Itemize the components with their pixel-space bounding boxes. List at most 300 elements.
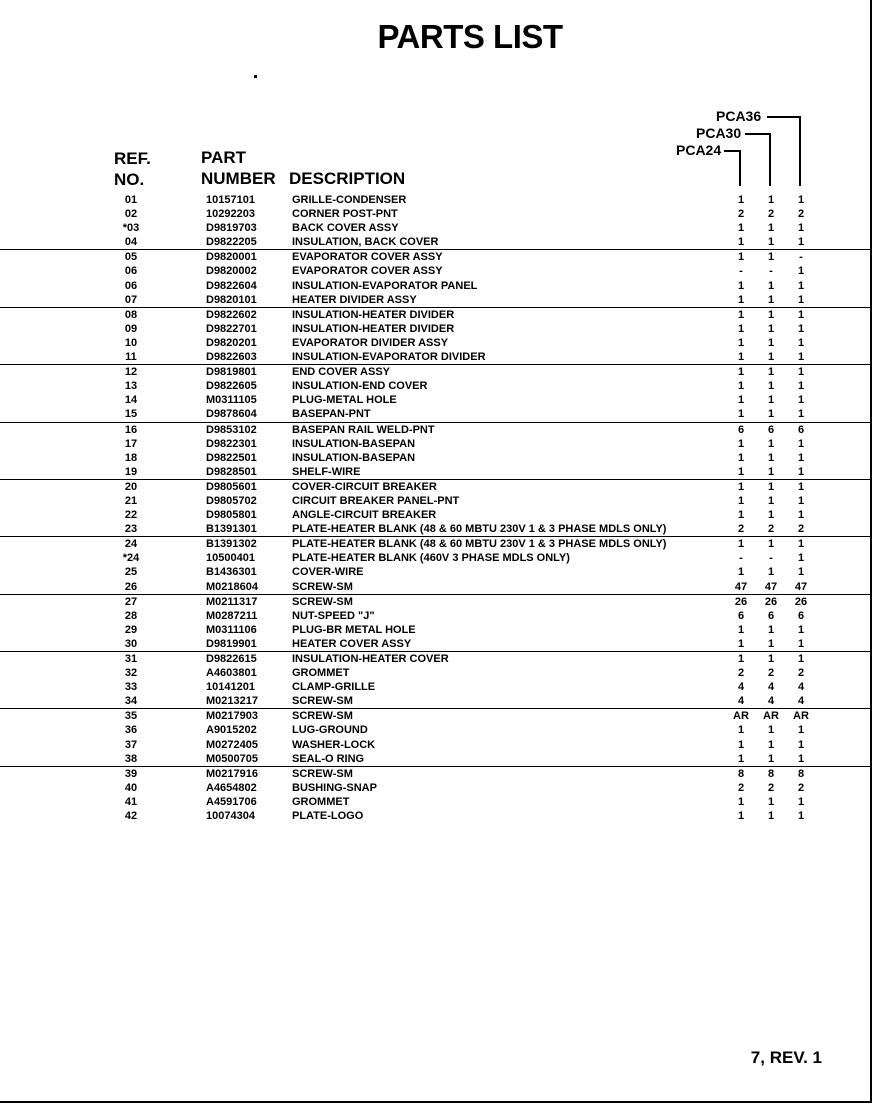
- part-number-cell: D9805601: [206, 480, 257, 493]
- qty-pca36-cell: 26: [794, 595, 808, 608]
- qty-pca24-cell: 1: [737, 623, 745, 636]
- description-cell: HEATER DIVIDER ASSY: [292, 293, 417, 306]
- qty-pca30-cell: 1: [767, 465, 775, 478]
- description-cell: INSULATION-BASEPAN: [292, 437, 416, 450]
- table-row: [0, 723, 872, 737]
- ref-cell: 36: [124, 724, 138, 737]
- qty-pca24-cell: 4: [737, 681, 745, 694]
- part-number-cell: M0218604: [206, 580, 258, 593]
- qty-pca36-cell: 1: [797, 465, 805, 478]
- table-row: [0, 250, 872, 264]
- description-cell: INSULATION, BACK COVER: [292, 236, 439, 249]
- description-cell: EVAPORATOR DIVIDER ASSY: [292, 336, 449, 349]
- qty-pca30-cell: 1: [767, 380, 775, 393]
- ref-cell: 14: [124, 394, 138, 407]
- description-cell: HEATER COVER ASSY: [292, 637, 412, 650]
- qty-pca24-cell: 1: [737, 279, 745, 292]
- qty-pca24-cell: 1: [737, 251, 745, 264]
- model-label-pca24: PCA24: [676, 142, 722, 158]
- qty-pca36-cell: 2: [797, 523, 805, 536]
- qty-pca30-cell: 1: [767, 279, 775, 292]
- part-number-cell: D9805801: [206, 509, 257, 522]
- qty-pca36-cell: 2: [797, 208, 805, 221]
- qty-pca36-cell: 1: [797, 451, 805, 464]
- part-number-cell: D9819703: [206, 222, 257, 235]
- qty-pca36-cell: 1: [797, 552, 805, 565]
- part-number-cell: B1391302: [206, 538, 257, 551]
- qty-pca24-cell: 1: [737, 408, 745, 421]
- table-row: [0, 637, 872, 652]
- table-row: [0, 580, 872, 595]
- ref-cell: 38: [124, 752, 138, 765]
- qty-pca36-cell: 1: [797, 366, 805, 379]
- description-cell: INSULATION-EVAPORATOR PANEL: [292, 279, 478, 292]
- qty-pca36-cell: 4: [797, 681, 805, 694]
- table-row: [0, 407, 872, 422]
- description-cell: PLATE-HEATER BLANK (460V 3 PHASE MDLS ONLY): [292, 552, 570, 565]
- table-row: [0, 666, 872, 680]
- description-cell: BUSHING-SNAP: [292, 781, 377, 794]
- qty-pca36-cell: 1: [797, 336, 805, 349]
- qty-pca30-cell: 1: [767, 222, 775, 235]
- ref-cell: *03: [122, 222, 140, 235]
- part-number-cell: D9822205: [206, 236, 257, 249]
- qty-pca36-cell: 1: [797, 509, 805, 522]
- table-row: [0, 809, 872, 823]
- qty-pca24-cell: 1: [737, 222, 745, 235]
- description-cell: GROMMET: [292, 795, 350, 808]
- ref-cell: 39: [124, 767, 138, 780]
- qty-pca36-cell: 6: [797, 609, 805, 622]
- table-row: [0, 393, 872, 407]
- qty-pca30-cell: 1: [767, 509, 775, 522]
- qty-pca36-cell: 1: [797, 265, 805, 278]
- table-row: [0, 451, 872, 465]
- ref-cell: 19: [124, 465, 138, 478]
- qty-pca36-cell: 1: [797, 222, 805, 235]
- qty-pca36-cell: 1: [797, 437, 805, 450]
- ref-cell: 12: [124, 366, 138, 379]
- description-cell: ANGLE-CIRCUIT BREAKER: [292, 509, 437, 522]
- description-cell: INSULATION-END COVER: [292, 380, 428, 393]
- ref-cell: 42: [124, 810, 138, 823]
- description-cell: SCREW-SM: [292, 767, 353, 780]
- qty-pca36-cell: 1: [797, 236, 805, 249]
- table-row: [0, 480, 872, 494]
- part-number-cell: D9819901: [206, 637, 257, 650]
- qty-pca30-cell: 1: [767, 308, 775, 321]
- qty-pca36-cell: 6: [797, 423, 805, 436]
- qty-pca24-cell: 1: [737, 437, 745, 450]
- ref-cell: 41: [124, 795, 138, 808]
- qty-pca24-cell: 1: [737, 810, 745, 823]
- ref-cell: 15: [124, 408, 138, 421]
- ref-cell: 24: [124, 538, 138, 551]
- table-row: [0, 193, 872, 207]
- qty-pca24-cell: 1: [737, 724, 745, 737]
- qty-pca24-cell: 26: [734, 595, 748, 608]
- qty-pca24-cell: 8: [737, 767, 745, 780]
- table-row: [0, 522, 872, 537]
- ref-cell: 11: [125, 351, 137, 364]
- table-row: [0, 494, 872, 508]
- ref-cell: 28: [124, 609, 138, 622]
- qty-pca24-cell: AR: [733, 710, 749, 723]
- qty-pca24-cell: -: [739, 265, 743, 278]
- qty-pca24-cell: 1: [737, 236, 745, 249]
- description-cell: WASHER-LOCK: [292, 738, 376, 751]
- table-row: [0, 595, 872, 609]
- table-row: [0, 322, 872, 336]
- qty-pca30-cell: 1: [767, 408, 775, 421]
- qty-pca30-cell: 1: [767, 351, 775, 364]
- ref-cell: 02: [124, 208, 138, 221]
- ref-cell: 25: [124, 566, 138, 579]
- qty-pca30-cell: 1: [767, 738, 775, 751]
- qty-pca36-cell: 47: [794, 580, 808, 593]
- part-header-line1: PART: [201, 148, 247, 167]
- qty-pca30-cell: AR: [763, 710, 779, 723]
- part-number-cell: M0217903: [206, 710, 258, 723]
- qty-pca24-cell: 2: [737, 667, 745, 680]
- model-label-pca36: PCA36: [716, 108, 762, 124]
- page-title: PARTS LIST: [377, 18, 563, 55]
- qty-pca30-cell: 1: [767, 394, 775, 407]
- qty-pca24-cell: 2: [737, 523, 745, 536]
- qty-pca36-cell: 1: [797, 637, 805, 650]
- description-cell: PLATE-HEATER BLANK (48 & 60 MBTU 230V 1 & 3 PHASE MDLS ONLY): [292, 538, 667, 551]
- ref-cell: 16: [124, 423, 138, 436]
- description-cell: PLATE-LOGO: [292, 810, 364, 823]
- qty-pca24-cell: 1: [737, 566, 745, 579]
- part-number-cell: D9822615: [206, 653, 257, 665]
- qty-pca30-cell: 1: [767, 366, 775, 379]
- part-number-cell: M0500705: [206, 752, 258, 765]
- qty-pca30-cell: 2: [767, 523, 775, 536]
- ref-cell: *24: [122, 552, 140, 565]
- part-number-cell: 10500401: [206, 552, 255, 565]
- table-row: [0, 350, 872, 365]
- qty-pca30-cell: 8: [767, 767, 775, 780]
- qty-pca30-cell: 1: [767, 194, 775, 206]
- description-cell: PLUG-METAL HOLE: [292, 394, 397, 407]
- part-number-cell: M0217916: [206, 767, 258, 780]
- qty-pca30-cell: -: [769, 552, 773, 565]
- ref-no-header: [114, 148, 151, 190]
- qty-pca30-cell: 47: [764, 580, 778, 593]
- ref-cell: 08: [124, 308, 138, 321]
- qty-pca30-cell: -: [769, 265, 773, 278]
- qty-pca30-cell: 26: [764, 595, 778, 608]
- table-row: [0, 508, 872, 522]
- description-cell: COVER-CIRCUIT BREAKER: [292, 480, 437, 493]
- qty-pca36-cell: AR: [793, 710, 809, 723]
- ref-cell: 40: [124, 781, 138, 794]
- description-cell: END COVER ASSY: [292, 366, 391, 379]
- description-cell: INSULATION-HEATER DIVIDER: [292, 308, 455, 321]
- table-row: [0, 336, 872, 350]
- ref-cell: 23: [124, 523, 138, 536]
- qty-pca24-cell: 1: [737, 538, 745, 551]
- qty-pca36-cell: 1: [797, 293, 805, 306]
- table-row: [0, 465, 872, 480]
- qty-pca24-cell: 1: [737, 494, 745, 507]
- qty-pca24-cell: 2: [737, 781, 745, 794]
- qty-pca24-cell: 6: [737, 423, 745, 436]
- qty-pca36-cell: 1: [797, 752, 805, 765]
- table-row: [0, 308, 872, 322]
- part-number-cell: D9878604: [206, 408, 257, 421]
- qty-pca36-cell: 1: [797, 494, 805, 507]
- qty-pca24-cell: 1: [737, 308, 745, 321]
- ref-header-line1: REF.: [114, 149, 151, 168]
- qty-pca24-cell: 47: [734, 580, 748, 593]
- part-number-cell: 10141201: [206, 681, 255, 694]
- qty-pca24-cell: 1: [737, 293, 745, 306]
- description-cell: EVAPORATOR COVER ASSY: [292, 265, 443, 278]
- table-row: [0, 279, 872, 293]
- part-number-cell: D9822602: [206, 308, 257, 321]
- table-row: [0, 537, 872, 551]
- qty-pca36-cell: 1: [797, 279, 805, 292]
- part-number-cell: M0311105: [206, 394, 257, 407]
- description-cell: PLATE-HEATER BLANK (48 & 60 MBTU 230V 1 & 3 PHASE MDLS ONLY): [292, 523, 667, 536]
- qty-pca24-cell: 1: [737, 738, 745, 751]
- part-number-cell: D9853102: [206, 423, 257, 436]
- table-row: [0, 423, 872, 437]
- qty-pca36-cell: 1: [797, 810, 805, 823]
- qty-pca30-cell: 1: [767, 480, 775, 493]
- description-cell: INSULATION-EVAPORATOR DIVIDER: [292, 351, 486, 364]
- ref-cell: 13: [124, 380, 138, 393]
- description-cell: CORNER POST-PNT: [292, 208, 398, 221]
- ref-cell: 05: [124, 251, 138, 264]
- part-number-cell: D9820001: [206, 251, 257, 264]
- ref-cell: 20: [124, 480, 138, 493]
- ref-cell: 17: [124, 437, 138, 450]
- ref-cell: 37: [124, 738, 138, 751]
- qty-pca30-cell: 1: [767, 637, 775, 650]
- qty-pca36-cell: 4: [797, 695, 805, 708]
- ref-cell: 09: [124, 322, 138, 335]
- description-cell: EVAPORATOR COVER ASSY: [292, 251, 443, 264]
- part-number-cell: D9828501: [206, 465, 257, 478]
- qty-pca36-cell: 1: [797, 322, 805, 335]
- qty-pca36-cell: 2: [797, 667, 805, 680]
- table-row: [0, 694, 872, 709]
- qty-pca30-cell: 1: [767, 251, 775, 264]
- qty-pca36-cell: 1: [797, 351, 805, 364]
- qty-pca36-cell: 1: [797, 380, 805, 393]
- part-number-cell: D9819801: [206, 366, 257, 379]
- qty-pca30-cell: 1: [767, 293, 775, 306]
- qty-pca36-cell: 1: [797, 738, 805, 751]
- qty-pca24-cell: 1: [737, 795, 745, 808]
- qty-pca36-cell: 1: [797, 795, 805, 808]
- table-row: [0, 365, 872, 379]
- qty-pca30-cell: 2: [767, 667, 775, 680]
- table-row: [0, 680, 872, 694]
- description-cell: SCREW-SM: [292, 580, 353, 593]
- description-cell: CLAMP-GRILLE: [292, 681, 376, 694]
- description-cell: SHELF-WIRE: [292, 465, 361, 478]
- ref-cell: 04: [124, 236, 138, 249]
- model-label-pca30: PCA30: [696, 125, 742, 141]
- qty-pca24-cell: 1: [737, 451, 745, 464]
- part-number-cell: 10074304: [206, 810, 255, 823]
- table-row: [0, 652, 872, 666]
- speck-dot: [254, 75, 257, 78]
- table-row: [0, 235, 872, 250]
- ref-cell: 30: [124, 637, 138, 650]
- ref-cell: 31: [124, 653, 138, 665]
- description-cell: NUT-SPEED "J": [292, 609, 375, 622]
- ref-cell: 06: [124, 279, 138, 292]
- ref-cell: 22: [124, 509, 138, 522]
- ref-cell: 21: [124, 494, 138, 507]
- description-cell: INSULATION-HEATER DIVIDER: [292, 322, 455, 335]
- part-number-cell: D9822701: [206, 322, 257, 335]
- part-number-cell: D9805702: [206, 494, 257, 507]
- pca36-leader-h: [767, 116, 801, 118]
- description-cell: BASEPAN-PNT: [292, 408, 371, 421]
- description-cell: BASEPAN RAIL WELD-PNT: [292, 423, 435, 436]
- table-row: [0, 767, 872, 781]
- qty-pca24-cell: -: [739, 552, 743, 565]
- part-number-cell: 10292203: [206, 208, 255, 221]
- description-cell: SEAL-O RING: [292, 752, 365, 765]
- qty-pca24-cell: 6: [737, 609, 745, 622]
- description-cell: GROMMET: [292, 667, 350, 680]
- description-cell: SCREW-SM: [292, 710, 353, 723]
- table-row: [0, 551, 872, 565]
- part-number-cell: B1436301: [206, 566, 257, 579]
- description-cell: COVER-WIRE: [292, 566, 364, 579]
- qty-pca30-cell: 1: [767, 538, 775, 551]
- table-row: [0, 264, 872, 278]
- qty-pca30-cell: 1: [767, 451, 775, 464]
- table-row: [0, 437, 872, 451]
- part-number-header: [201, 147, 276, 189]
- part-number-cell: M0287211: [206, 609, 258, 622]
- table-row: [0, 207, 872, 221]
- part-number-cell: M0311106: [206, 623, 257, 636]
- table-row: [0, 781, 872, 795]
- qty-pca30-cell: 1: [767, 653, 775, 665]
- table-row: [0, 623, 872, 637]
- ref-cell: 29: [124, 623, 138, 636]
- qty-pca30-cell: 1: [767, 336, 775, 349]
- part-number-cell: B1391301: [206, 523, 257, 536]
- ref-cell: 01: [124, 194, 138, 206]
- table-row: [0, 379, 872, 393]
- part-number-cell: M0211317: [206, 595, 258, 608]
- table-row: [0, 609, 872, 623]
- table-row: [0, 565, 872, 579]
- qty-pca30-cell: 1: [767, 566, 775, 579]
- qty-pca36-cell: 1: [797, 538, 805, 551]
- ref-cell: 18: [124, 451, 138, 464]
- pca30-leader-v: [769, 133, 771, 186]
- qty-pca30-cell: 1: [767, 322, 775, 335]
- qty-pca24-cell: 4: [737, 695, 745, 708]
- pca24-leader-v: [739, 150, 741, 186]
- qty-pca24-cell: 1: [737, 480, 745, 493]
- qty-pca24-cell: 1: [737, 194, 745, 206]
- qty-pca36-cell: 1: [797, 408, 805, 421]
- description-header: DESCRIPTION: [289, 169, 406, 188]
- table-row: [0, 752, 872, 767]
- qty-pca30-cell: 1: [767, 724, 775, 737]
- description-cell: INSULATION-BASEPAN: [292, 451, 416, 464]
- qty-pca36-cell: 1: [797, 566, 805, 579]
- qty-pca36-cell: 1: [797, 724, 805, 737]
- qty-pca36-cell: 2: [797, 781, 805, 794]
- part-number-cell: D9822301: [206, 437, 257, 450]
- pca36-leader-v: [799, 116, 801, 186]
- ref-header-line2: NO.: [114, 170, 145, 189]
- part-number-cell: D9822604: [206, 279, 257, 292]
- qty-pca30-cell: 4: [767, 695, 775, 708]
- part-number-cell: A9015202: [206, 724, 257, 737]
- part-number-cell: M0213217: [206, 695, 258, 708]
- qty-pca36-cell: 1: [797, 394, 805, 407]
- qty-pca30-cell: 1: [767, 752, 775, 765]
- part-number-cell: D9820101: [206, 293, 257, 306]
- qty-pca36-cell: 1: [797, 480, 805, 493]
- description-cell: LUG-GROUND: [292, 724, 368, 737]
- ref-cell: 06: [124, 265, 138, 278]
- qty-pca24-cell: 1: [737, 336, 745, 349]
- part-number-cell: A4591706: [206, 795, 257, 808]
- part-number-cell: D9822501: [206, 451, 257, 464]
- qty-pca24-cell: 1: [737, 465, 745, 478]
- ref-cell: 26: [124, 580, 138, 593]
- ref-cell: 35: [124, 710, 138, 723]
- qty-pca36-cell: 1: [797, 653, 805, 665]
- qty-pca24-cell: 1: [737, 509, 745, 522]
- qty-pca30-cell: 2: [767, 208, 775, 221]
- qty-pca30-cell: 1: [767, 437, 775, 450]
- qty-pca30-cell: 1: [767, 623, 775, 636]
- description-cell: CIRCUIT BREAKER PANEL-PNT: [292, 494, 460, 507]
- qty-pca30-cell: 1: [767, 810, 775, 823]
- description-cell: SCREW-SM: [292, 695, 353, 708]
- description-cell: GRILLE-CONDENSER: [292, 194, 407, 206]
- qty-pca30-cell: 6: [767, 609, 775, 622]
- qty-pca36-cell: -: [799, 251, 803, 264]
- qty-pca36-cell: 1: [797, 623, 805, 636]
- qty-pca24-cell: 1: [737, 351, 745, 364]
- qty-pca36-cell: 8: [797, 767, 805, 780]
- description-cell: BACK COVER ASSY: [292, 222, 399, 235]
- part-number-cell: D9820002: [206, 265, 257, 278]
- table-row: [0, 795, 872, 809]
- parts-table: [0, 193, 872, 823]
- ref-cell: 32: [124, 667, 138, 680]
- part-number-cell: A4654802: [206, 781, 257, 794]
- qty-pca30-cell: 2: [767, 781, 775, 794]
- part-number-cell: D9822603: [206, 351, 257, 364]
- description-cell: INSULATION-HEATER COVER: [292, 653, 449, 665]
- ref-cell: 10: [124, 336, 138, 349]
- ref-cell: 07: [124, 293, 138, 306]
- part-number-cell: A4603801: [206, 667, 257, 680]
- qty-pca30-cell: 1: [767, 795, 775, 808]
- table-row: [0, 709, 872, 723]
- ref-cell: 33: [124, 681, 138, 694]
- part-number-cell: 10157101: [206, 194, 255, 206]
